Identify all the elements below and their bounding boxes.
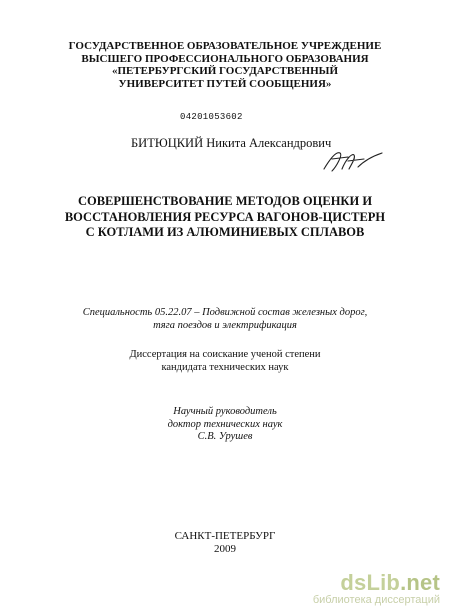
supervisor-line: доктор технических наук bbox=[167, 418, 283, 430]
title-line: СОВЕРШЕНСТВОВАНИЕ МЕТОДОВ ОЦЕНКИ И bbox=[77, 194, 373, 208]
title-line: С КОТЛАМИ ИЗ АЛЮМИНИЕВЫХ СПЛАВОВ bbox=[85, 225, 365, 239]
title-line: ВОССТАНОВЛЕНИЯ РЕСУРСА ВАГОНОВ-ЦИСТЕРН bbox=[64, 209, 386, 224]
watermark-logo-domain: .net bbox=[400, 570, 440, 595]
institution-line: ВЫСШЕГО ПРОФЕССИОНАЛЬНОГО ОБРАЗОВАНИЯ bbox=[81, 52, 369, 65]
dissertation-title bbox=[0, 194, 450, 241]
signature-icon bbox=[318, 145, 388, 175]
institution-line: «ПЕТЕРБУРГСКИЙ ГОСУДАРСТВЕННЫЙ bbox=[111, 65, 339, 77]
supervisor-name: С.В. Урушев bbox=[197, 431, 253, 442]
degree-line: Диссертация на соискание ученой степени bbox=[129, 349, 321, 360]
city: САНКТ-ПЕТЕРБУРГ bbox=[174, 530, 276, 542]
specialty-line: тяга поездов и электрификация bbox=[153, 319, 297, 331]
watermark bbox=[313, 572, 440, 606]
author-name: БИТЮЦКИЙ Никита Александрович bbox=[131, 136, 332, 150]
watermark-logo bbox=[313, 572, 440, 594]
institution-header bbox=[0, 40, 450, 90]
watermark-logo-main: dsLib bbox=[340, 570, 401, 595]
degree-line: кандидата технических наук bbox=[161, 361, 289, 373]
year: 2009 bbox=[214, 543, 236, 555]
specialty-block bbox=[0, 307, 450, 332]
specialty-line: Специальность 05.22.07 – Подвижной состав железных дорог, bbox=[82, 307, 368, 318]
degree-block bbox=[0, 349, 450, 374]
institution-line: УНИВЕРСИТЕТ ПУТЕЙ СООБЩЕНИЯ» bbox=[118, 77, 332, 90]
institution-line: ГОСУДАРСТВЕННОЕ ОБРАЗОВАТЕЛЬНОЕ УЧРЕЖДЕНИЕ bbox=[68, 40, 382, 52]
supervisor-line: Научный руководитель bbox=[173, 406, 277, 417]
watermark-subtitle: библиотека диссертаций bbox=[312, 594, 440, 606]
document-code: 04201053602 bbox=[180, 112, 243, 122]
supervisor-block bbox=[0, 406, 450, 444]
place-year-block bbox=[0, 530, 450, 556]
